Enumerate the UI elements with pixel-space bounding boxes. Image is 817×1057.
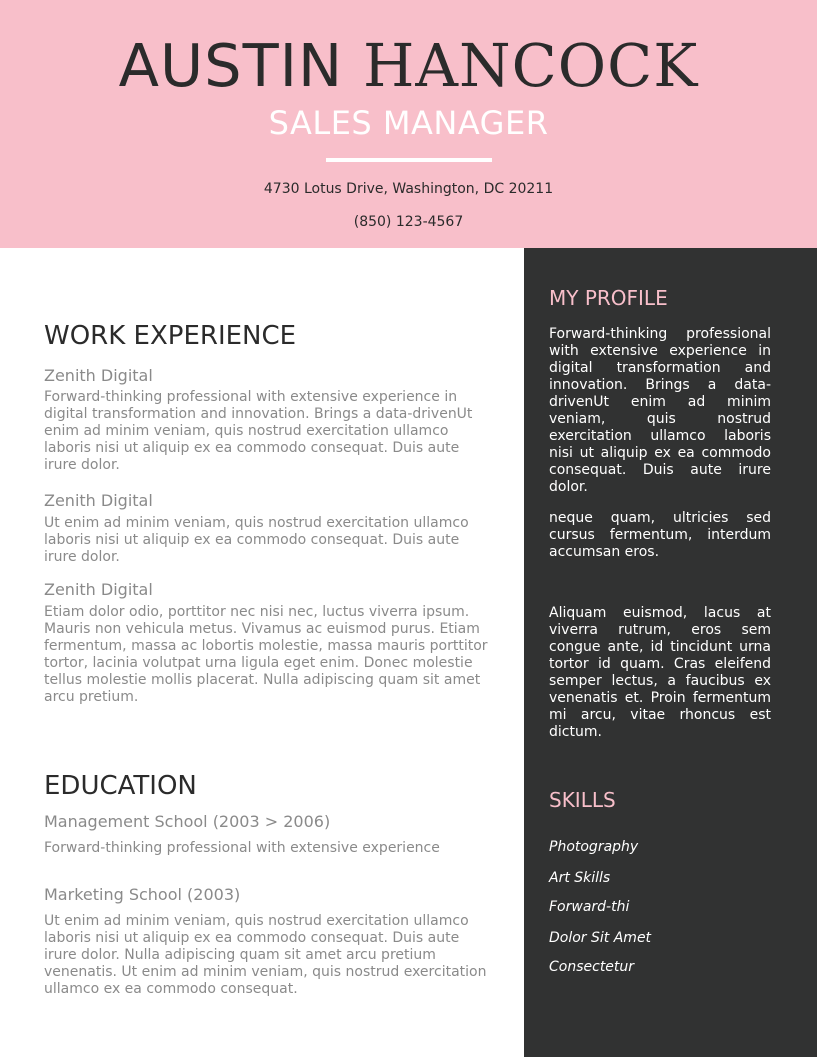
education-entry-title: Marketing School (2003) bbox=[44, 885, 241, 904]
job-entry-description: Ut enim ad minim veniam, quis nostrud exercitation ullamco laboris nisi ut aliquip ex ea commodo consequat. Duis aute irure dolor. bbox=[44, 515, 469, 565]
work-experience-heading: WORK EXPERIENCE bbox=[44, 321, 297, 351]
skill-item: Dolor Sit Amet bbox=[549, 930, 652, 946]
skills-heading: SKILLS bbox=[549, 788, 616, 812]
job-entry-description: Etiam dolor odio, porttitor nec nisi nec, luctus viverra ipsum. Mauris non vehicula metus. Vivamus ac euismod purus. Etiam fermentum, massa ac lobortis molestie, massa mauris porttitor tortor, lacinia volutpat urna ligula eget enim. Donec molestie tellus molestie mollis placerat. Nulla adipiscing quam sit amet arcu pretium. bbox=[44, 604, 488, 705]
education-entry-description: Forward-thinking professional with extensive experience bbox=[44, 840, 440, 856]
phone-number: (850) 123-4567 bbox=[353, 214, 464, 230]
candidate-name bbox=[0, 32, 817, 100]
job-entry-description: Forward-thinking professional with extensive experience in digital transformation and innovation. Brings a data-drivenUt enim ad minim veniam, quis nostrud exercitation ullamco laboris nisi ut aliquip ex ea commodo consequat. Duis aute irure dolor. bbox=[44, 389, 473, 473]
skill-item: Consectetur bbox=[549, 959, 635, 975]
header-divider bbox=[326, 158, 492, 162]
profile-paragraph: Forward-thinking professional with extensive experience in digital transformation and innovation. Brings a data-drivenUt enim ad minim veniam, quis nostrud exercitation ullamco laboris nisi ut aliquip ex ea commodo consequat. Duis aute irure dolor. bbox=[549, 326, 771, 495]
job-entry-title: Zenith Digital bbox=[44, 491, 153, 510]
education-entry-title: Management School (2003 > 2006) bbox=[44, 812, 331, 831]
job-title: SALES MANAGER bbox=[268, 104, 549, 142]
job-entry-title: Zenith Digital bbox=[44, 366, 153, 385]
profile-paragraph: neque quam, ultricies sed cursus fermentum, interdum accumsan eros. bbox=[549, 510, 771, 560]
profile-heading: MY PROFILE bbox=[549, 286, 668, 310]
profile-paragraph: Aliquam euismod, lacus at viverra rutrum, eros sem congue ante, id tincidunt urna tortor id quam. Cras eleifend semper lectus, a faucibus ex venenatis et. Proin fermentum mi arcu, vitae rhoncus est dictum. bbox=[549, 605, 771, 740]
last-name: HANCOCK bbox=[362, 31, 699, 100]
first-name: AUSTIN bbox=[118, 31, 344, 100]
skill-item: Forward-thi bbox=[549, 899, 630, 915]
skill-item: Photography bbox=[549, 839, 639, 855]
education-entry-description: Ut enim ad minim veniam, quis nostrud exercitation ullamco laboris nisi ut aliquip ex ea commodo consequat. Duis aute irure dolor. Nulla adipiscing quam sit amet arcu pretium venenatis. Ut enim ad minim veniam, quis nostrud exercitation ullamco ex ea commodo consequat. bbox=[44, 913, 487, 997]
resume-header bbox=[0, 0, 817, 248]
education-heading: EDUCATION bbox=[44, 771, 197, 801]
skill-item: Art Skills bbox=[549, 870, 611, 886]
address: 4730 Lotus Drive, Washington, DC 20211 bbox=[263, 181, 554, 197]
job-entry-title: Zenith Digital bbox=[44, 580, 153, 599]
